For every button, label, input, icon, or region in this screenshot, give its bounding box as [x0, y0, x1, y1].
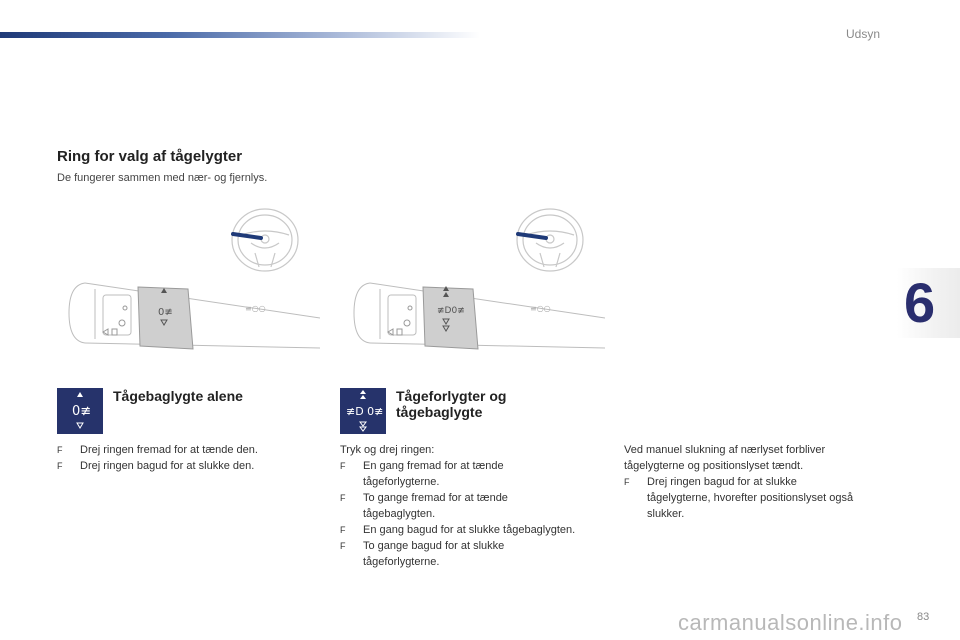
front-fog-light-icon	[340, 388, 386, 434]
stalk-indicator	[233, 234, 261, 238]
page-title: Ring for valg af tågelygter	[57, 148, 243, 165]
fog-ring	[138, 287, 193, 349]
bullet-mark: F	[57, 461, 63, 471]
svg-text:≢D 0≢: ≢D 0≢	[346, 405, 384, 418]
list-item: F To gange bagud for at slukke tågeforlygterne.	[340, 540, 505, 568]
stalk-indicator	[518, 234, 546, 238]
list-item: F Drej ringen bagud for at slukke tågelygterne, hvorefter positionslyset også slukker.	[624, 476, 854, 520]
svg-text:0≢: 0≢	[72, 404, 92, 419]
header-accent-bar	[0, 32, 480, 38]
chapter-number: 6	[904, 271, 936, 334]
rear-fog-instructions	[57, 442, 307, 474]
front-rear-fog-instructions	[340, 442, 610, 570]
steering-wheel-icon	[517, 209, 583, 271]
list-item: F To gange fremad for at tænde tågebaglygten.	[340, 492, 508, 520]
page-number: 83	[917, 611, 930, 623]
svg-text:0≢: 0≢	[158, 307, 173, 318]
bullet-mark: F	[340, 461, 346, 471]
steering-wheel-icon	[232, 209, 298, 271]
svg-text:≡○○: ≡○○	[245, 304, 266, 313]
watermark: carmanualsonline.info	[678, 610, 903, 635]
bullet-mark: F	[57, 445, 63, 455]
bullet-mark: F	[624, 477, 630, 487]
section-heading-front-rear-fog: Tågeforlygter og tågebaglygte	[396, 388, 507, 420]
svg-text:≡○○: ≡○○	[530, 304, 551, 313]
fog-ring	[423, 287, 478, 349]
page-subtitle: De fungerer sammen med nær- og fjernlys.	[57, 172, 268, 184]
bullet-mark: F	[340, 493, 346, 503]
list-item: F Drej ringen fremad for at tænde den.	[57, 444, 258, 456]
manual-switch-off-note: Ved manuel slukning af nærlyset forbliver tågelygterne og positionslyset tændt. F Drej ringen bagud for at slukke tågelygterne, hvorefter positionslyset også slukker.	[624, 442, 894, 522]
bullet-mark: F	[340, 541, 346, 551]
list-item: F En gang bagud for at slukke tågebaglygten.	[340, 524, 576, 536]
stalk-illustration-rear-fog	[55, 205, 320, 355]
list-item: F Drej ringen bagud for at slukke den.	[57, 460, 255, 472]
bullet-mark: F	[340, 525, 346, 535]
rear-fog-light-icon	[57, 388, 103, 434]
list-item: F En gang fremad for at tænde tågeforlygterne.	[340, 460, 504, 488]
section-label: Udsyn	[846, 27, 881, 41]
stalk-illustration-front-rear-fog	[340, 205, 605, 355]
intro-text: Tryk og drej ringen:	[340, 444, 435, 456]
svg-text:≢D0≢: ≢D0≢	[437, 306, 465, 316]
section-heading-rear-fog: Tågebaglygte alene	[113, 388, 243, 404]
